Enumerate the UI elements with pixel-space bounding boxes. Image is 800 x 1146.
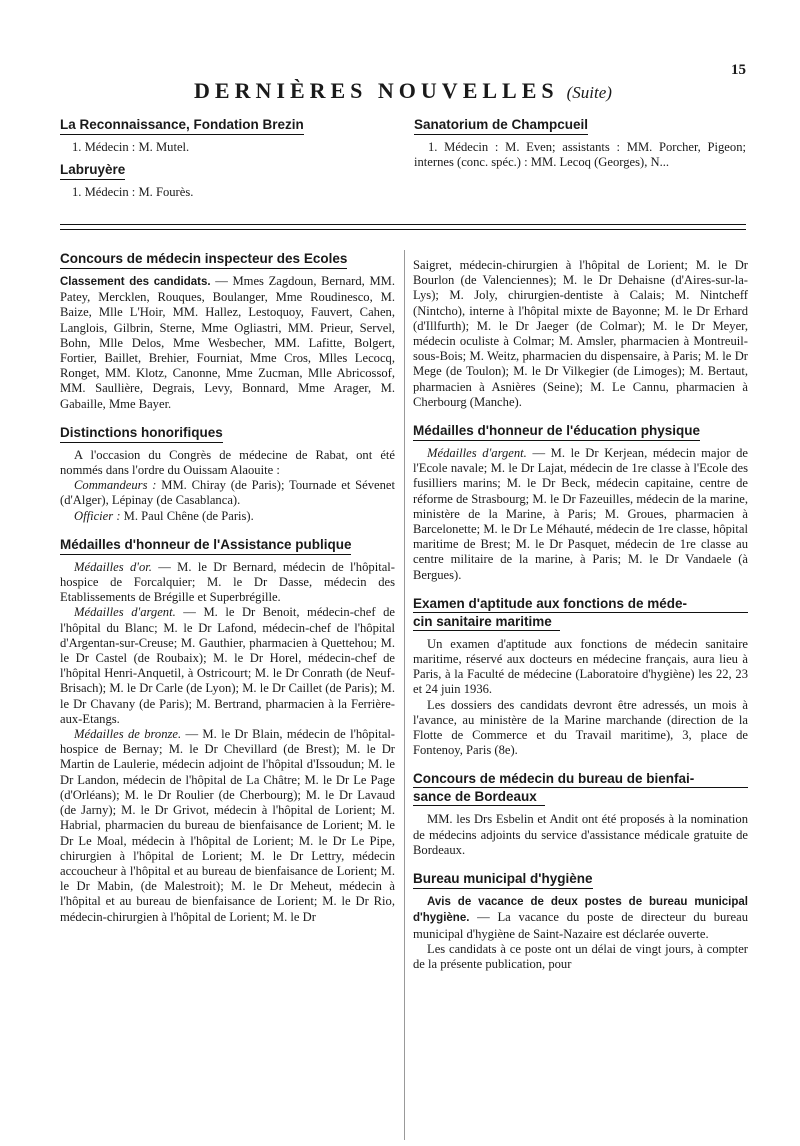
text-examen-p2: Les dossiers des candidats devront être adressés, un mois à l'avance, au ministère de la Marine marchande (direction de la Flotte de Commerce et du Travail maritime), 3, place de Fontenoy, Paris (8e). (413, 697, 748, 758)
lead-avis-vacance: Avis de vacance de deux postes de bureau municipal d'hygiène. (413, 896, 748, 925)
label-medailles-bronze: Médailles de bronze. (74, 727, 182, 742)
value-medailles-argent: — M. le Dr Benoit, médecin-chef de l'hôpital du Blanc; M. le Dr Lafond, médecin-chef de l'hôpital d'Argentan-sur-Creuse; M. Gauthier, pharmacien à Quettehou; M. le Dr Castel (de Roubaix); M. le Dr Horel, médecin-chef de l'hôpital Henri-Anquetil, à Ostricourt; M. le Dr Conrath (de Neuf-Brisach); M. le Dr Carle (de Lyon); M. le Dr Caillet (de Paris); M. le Dr Chavany (de Paris); M. Bertrand, pharmacien à la Ferrière-aux-Etangs. (60, 605, 395, 726)
top-right-box (414, 116, 746, 170)
column-divider (404, 250, 405, 1140)
label-education-argent: Médailles d'argent. (427, 446, 527, 461)
text-commandeurs (60, 478, 395, 508)
section-title-sanatorium: Sanatorium de Champcueil (414, 116, 588, 135)
section-title-distinctions: Distinctions honorifiques (60, 424, 223, 443)
value-medailles-bronze: — M. le Dr Blain, médecin de l'hôpital-hospice de Bernay; M. le Dr Chevillard (de Brest); M. le Dr Martin de Laulerie, médecin adjoint de l'hôpital d'Issoudun; M. le Dr Landon, médecin de l'hôpital de La Châtre; M. le Dr Le Page (d'Orléans); M. le Dr Roulier (de Cherbourg); M. le Dr Lavaud (de Jarny); M. le Dr Grivot, médecin à l'hôpital de Lorient; M. Habrial, pharmacien du bureau de bienfaisance de Lorient; M. le Dr Le Moal, médecin à l'hôpital de Lorient; M. le Dr Le Pipe, chirurgien à l'hôpital de Lorient; M. le Dr Lettry, médecin accoucheur à l'hôpital et au bureau de bienfaisance de Lorient; M. le Dr Mabin, (de Malestroit); M. le Dr Meheut, médecin à l'hôpital et au bureau de bienfaisance de Lorient; M. le Dr Rio, médecin-chirurgien à l'hôpital de Lorient; M. le Dr (60, 727, 396, 924)
section-title-bureau-hygiene: Bureau municipal d'hygiène (413, 870, 593, 889)
value-medailles-or: — M. le Dr Bernard, médecin de l'hôpital-hospice de Forcalquier; M. le Dr Dasse, médecin des Etablissements de Brégille et Superbrégille. (60, 559, 395, 605)
section-text-reconnaissance: 1. Médecin : M. Mutel. (72, 140, 190, 154)
section-title-labruyere: Labruyère (60, 161, 125, 180)
page-title-suite: (Suite) (566, 83, 612, 102)
section-title-concours-ecoles: Concours de médecin inspecteur des Ecoles (60, 250, 347, 269)
text-medailles-argent (60, 605, 395, 727)
text-bureau-hygiene (413, 894, 748, 942)
text-distinctions-intro: A l'occasion du Congrès de médecine de Rabat, ont été nommés dans l'ordre du Ouissam Alaouite : (60, 447, 395, 478)
section-title-bienfaisance (413, 770, 748, 807)
label-officier: Officier : (74, 508, 121, 523)
section-title-reconnaissance: La Reconnaissance, Fondation Brezin (60, 116, 304, 135)
section-text-sanatorium: 1. Médecin : M. Even; assistants : MM. Porcher, Pigeon; internes (conc. spéc.) : MM. Lecoq (Georges), N... (414, 140, 746, 170)
text-bureau-hygiene-p2: Les candidats à ce poste ont un délai de vingt jours, à compter de la présente publication, pour (413, 941, 748, 971)
label-commandeurs: Commandeurs : (74, 478, 157, 493)
page-title-text: DERNIÈRES NOUVELLES (194, 78, 559, 103)
section-title-education-physique: Médailles d'honneur de l'éducation physique (413, 422, 700, 441)
text-medailles-bronze (60, 727, 395, 925)
section-text-labruyere: 1. Médecin : M. Fourès. (72, 185, 194, 199)
text-bronze-continued: Saigret, médecin-chirurgien à l'hôpital de Lorient; M. le Dr Bourlon (de Valenciennes); M. le Dr Dehaisne (d'Aires-sur-la-Lys); M. Joly, chirurgien-dentiste à Calais; M. Nintcheff (Nintcho), interne à l'hôpital mixte de Bayonne; M. le Dr Erhard (d'Illfurth); M. le Dr Jaeger (de Colmar); M. le Dr Meyer, médecin oculiste à Colmar; M. Amsler, pharmacien à Montreuil-sous-Bois; M. Weitz, pharmacien du dispensaire, à Paris; M. le Dr Mege (de Toulon); M. le Dr Vilkegier (de Limoges); M. Bertaut, pharmacien à Asnières (Seine); M. Le Cannu, pharmacien à Cherbourg (Manche). (413, 258, 748, 409)
page-title (60, 78, 746, 104)
divider-rule-top (60, 224, 746, 225)
label-medailles-argent: Médailles d'argent. (74, 605, 176, 620)
section-title-examen-aptitude (413, 595, 748, 632)
value-officier: M. Paul Chêne (de Paris). (120, 508, 254, 523)
label-medailles-or: Médailles d'or. (74, 559, 152, 574)
text-officier (60, 509, 395, 524)
text-medailles-or (60, 560, 395, 606)
right-column (413, 258, 748, 978)
section-title-bienfaisance-line1: Concours de médecin du bureau de bienfai- (413, 770, 748, 788)
text-classement: — Mmes Zagdoun, Bernard, MM. Patey, Mercklen, Rouques, Boulanger, Mme Roudinesco, M. Baize, Mlle L'Hoir, MM. Hallez, Lestoquoy, Fauvert, Cahen, Langlois, Gilbrin, Sterne, Mme Ogliastri, MM. Prieur, Servel, Bohn, Mlle Delos, Mme Wesbecher, MM. Lafitte, Bolgert, Fortier, Baillet, Brehier, Fourniat, Mme Cros, Mlles Lecocq, Ronget, MM. Klotz, Canonne, Mme Zucman, Mlle Abricossof, MM. Saullière, Degrais, Levy, Bonnard, Mme Arager, M. Gabaille, Mme Bayer. (60, 274, 395, 411)
divider-rule-bottom (60, 229, 746, 230)
value-avis-vacance: — La vacance du poste de directeur du bureau municipal d'hygiène de Saint-Nazaire est déclarée ouverte. (413, 910, 748, 941)
text-examen-p1: Un examen d'aptitude aux fonctions de médecin sanitaire maritime, réservé aux docteurs en médecine français, aura lieu à Paris, à la Faculté de médecine (Laboratoire d'hygiène) les 22, 23 et 24 juin 1936. (413, 636, 748, 697)
section-title-examen-line1: Examen d'aptitude aux fonctions de méde- (413, 595, 748, 613)
text-bienfaisance: MM. les Drs Esbelin et Andit ont été proposés à la nomination de médecins adjoints du service d'assistance médicale gratuite de Bordeaux. (413, 812, 748, 857)
lead-classement: Classement des candidats. (60, 276, 211, 288)
section-title-assistance: Médailles d'honneur de l'Assistance publique (60, 536, 351, 555)
value-commandeurs: MM. Chiray (de Paris); Tournade et Sévenet (d'Alger), Lépinay (de Casablanca). (60, 478, 395, 508)
left-column (60, 250, 395, 931)
section-title-examen-line2: cin sanitaire maritime (413, 613, 560, 631)
text-education-physique (413, 446, 748, 583)
section-text-concours-ecoles (60, 274, 395, 412)
top-left-box (60, 116, 380, 206)
page-number: 15 (731, 62, 746, 78)
section-title-bienfaisance-line2: sance de Bordeaux (413, 788, 545, 806)
value-education-argent: — M. le Dr Kerjean, médecin major de l'Ecole navale; M. le Dr Lajat, médecin de 1re classe à l'Ecole des fusilliers marins; M. le Dr Beck, médecin capitaine, centre de réforme de Strasbourg; M. le Dr Fazeuilles, médecin de la marine, ministère de la Marine, à Paris; M. Groues, pharmacien à Barcelonette; M. le Dr Le Méhauté, médecin de 1re classe, hôpital maritime de Brest; M. le Dr Pasquet, médecin de 1re classe au centre militaire de la marine, à Paris; M. le Dr Vandaele (à Bergues). (413, 446, 748, 582)
